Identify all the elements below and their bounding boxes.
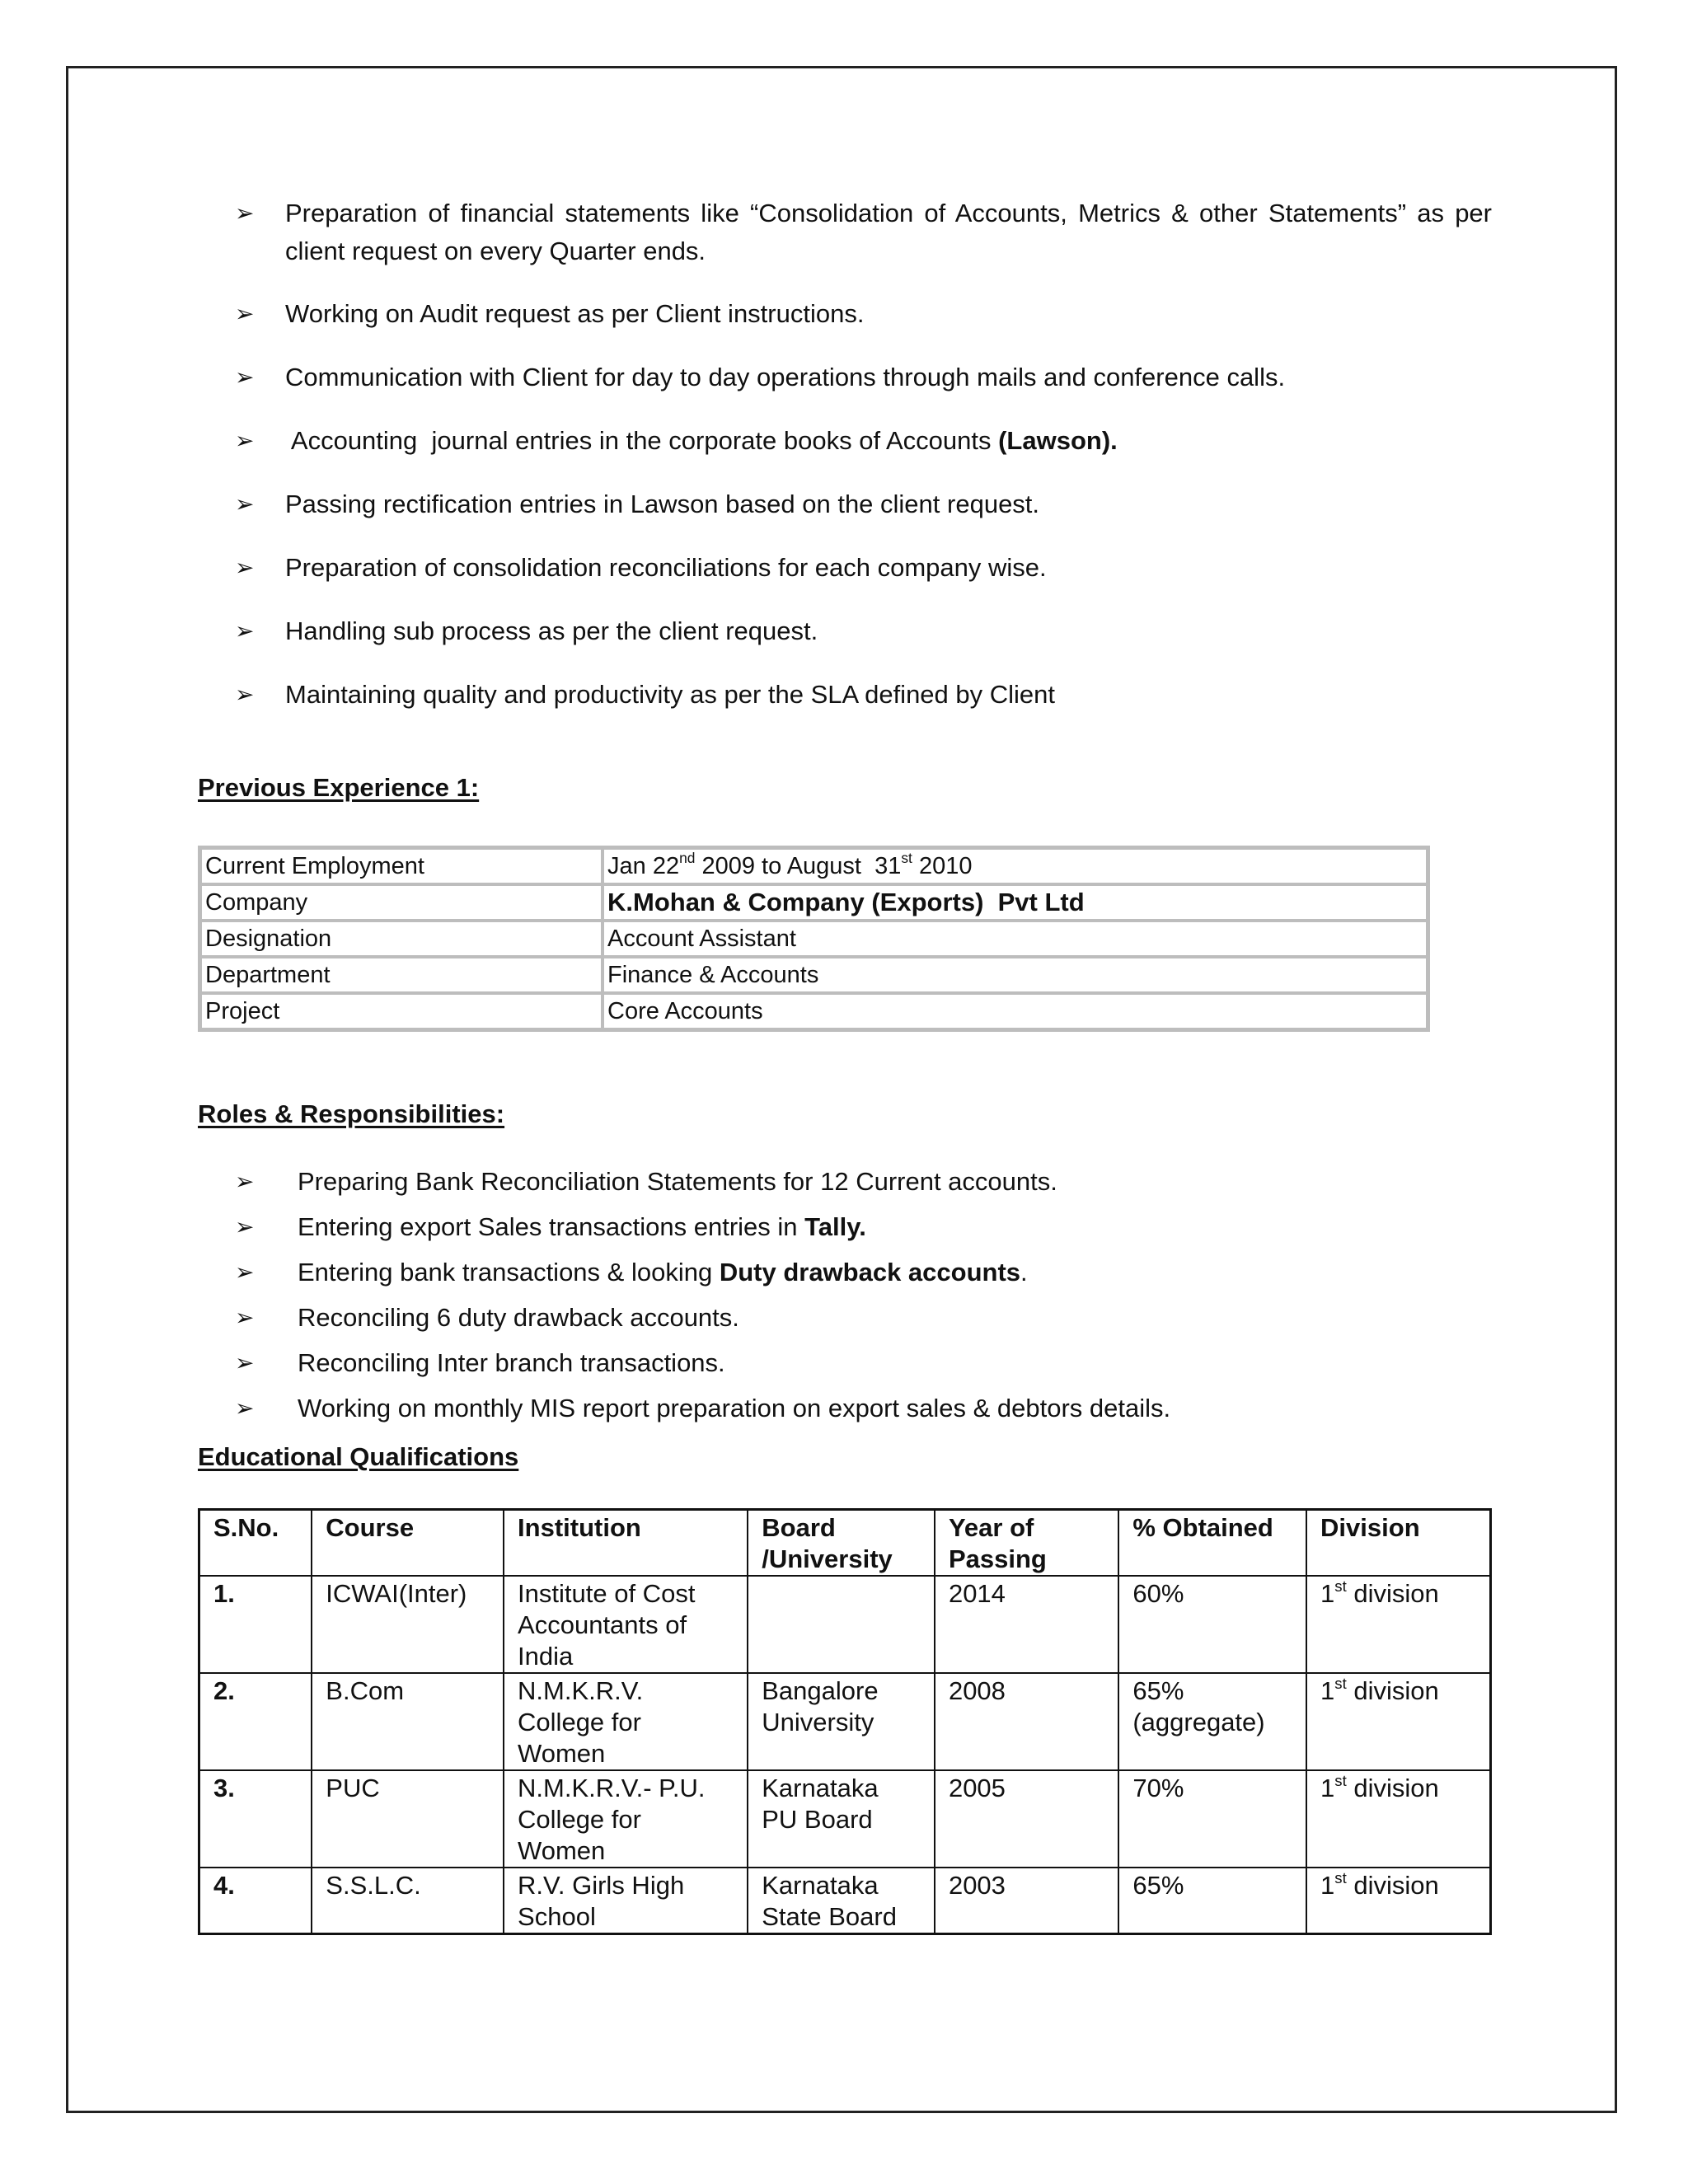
arrow-bullet-icon: ➢ xyxy=(235,1350,255,1376)
cell-course: S.S.L.C. xyxy=(312,1868,504,1934)
cell-division: 1st division xyxy=(1306,1770,1490,1868)
cell-percent: 65% (aggregate) xyxy=(1118,1673,1306,1770)
list-item: ➢ Preparing Bank Reconciliation Statements for 12 Current accounts. xyxy=(198,1163,1492,1201)
employment-dates: Jan 22nd 2009 to August 31st 2010 xyxy=(603,848,1428,884)
cell-sno: 3. xyxy=(199,1770,312,1868)
list-item: ➢ Communication with Client for day to day operations through mails and conference calls. xyxy=(198,359,1492,396)
arrow-bullet-icon: ➢ xyxy=(235,491,255,517)
table-row xyxy=(199,1770,1491,1868)
project-value: Core Accounts xyxy=(603,993,1428,1029)
company-name: K.Mohan & Company (Exports) Pvt Ltd xyxy=(603,884,1428,921)
col-header-percent: % Obtained xyxy=(1118,1510,1306,1577)
table-row xyxy=(199,1673,1491,1770)
roles-heading: Roles & Responsibilities: xyxy=(198,1099,505,1128)
education-heading: Educational Qualifications xyxy=(198,1442,519,1471)
list-item: ➢ Passing rectification entries in Lawson based on the client request. xyxy=(198,485,1492,523)
designation-label: Designation xyxy=(200,921,603,957)
col-header-board: Board /University xyxy=(748,1510,935,1577)
cell-board: Karnataka State Board xyxy=(748,1868,935,1934)
col-header-year: Year of Passing xyxy=(935,1510,1118,1577)
cell-course: PUC xyxy=(312,1770,504,1868)
current-responsibilities-list xyxy=(198,194,1492,739)
list-item: ➢ Reconciling Inter branch transactions. xyxy=(198,1344,1492,1382)
project-label: Project xyxy=(200,993,603,1029)
cell-sno: 1. xyxy=(199,1576,312,1673)
list-item: ➢ Reconciling 6 duty drawback accounts. xyxy=(198,1299,1492,1337)
arrow-bullet-icon: ➢ xyxy=(235,428,255,453)
cell-course: ICWAI(Inter) xyxy=(312,1576,504,1673)
cell-course: B.Com xyxy=(312,1673,504,1770)
col-header-institution: Institution xyxy=(504,1510,748,1577)
table-row xyxy=(199,1576,1491,1673)
arrow-bullet-icon: ➢ xyxy=(235,1169,255,1194)
cell-percent: 60% xyxy=(1118,1576,1306,1673)
col-header-division: Division xyxy=(1306,1510,1490,1577)
designation-value: Account Assistant xyxy=(603,921,1428,957)
employment-label: Current Employment xyxy=(200,848,603,884)
department-label: Department xyxy=(200,957,603,993)
cell-board: Bangalore University xyxy=(748,1673,935,1770)
list-item: ➢ Entering bank transactions & looking Duty drawback accounts. xyxy=(198,1254,1492,1291)
col-header-course: Course xyxy=(312,1510,504,1577)
cell-percent: 65% xyxy=(1118,1868,1306,1934)
arrow-bullet-icon: ➢ xyxy=(235,1395,255,1421)
col-header-sno: S.No. xyxy=(199,1510,312,1577)
table-row xyxy=(200,993,1428,1029)
cell-division: 1st division xyxy=(1306,1576,1490,1673)
employment-table xyxy=(198,846,1430,1032)
arrow-bullet-icon: ➢ xyxy=(235,301,255,326)
list-item: ➢ Maintaining quality and productivity as per the SLA defined by Client xyxy=(198,676,1492,714)
arrow-bullet-icon: ➢ xyxy=(235,682,255,707)
cell-institution: N.M.K.R.V. College for Women xyxy=(504,1673,748,1770)
cell-board xyxy=(748,1576,935,1673)
education-table xyxy=(198,1508,1492,1935)
arrow-bullet-icon: ➢ xyxy=(235,1305,255,1330)
cell-sno: 2. xyxy=(199,1673,312,1770)
cell-division: 1st division xyxy=(1306,1868,1490,1934)
company-label: Company xyxy=(200,884,603,921)
cell-institution: R.V. Girls High School xyxy=(504,1868,748,1934)
cell-institution: N.M.K.R.V.- P.U. College for Women xyxy=(504,1770,748,1868)
table-row xyxy=(200,921,1428,957)
previous-experience-heading: Previous Experience 1: xyxy=(198,773,480,802)
table-row xyxy=(200,957,1428,993)
arrow-bullet-icon: ➢ xyxy=(235,618,255,644)
cell-percent: 70% xyxy=(1118,1770,1306,1868)
list-item: ➢ Preparation of consolidation reconciliations for each company wise. xyxy=(198,549,1492,587)
department-value: Finance & Accounts xyxy=(603,957,1428,993)
table-row xyxy=(200,848,1428,884)
cell-sno: 4. xyxy=(199,1868,312,1934)
list-item: ➢ Working on monthly MIS report preparation on export sales & debtors details. xyxy=(198,1390,1492,1427)
table-row xyxy=(199,1868,1491,1934)
list-item: ➢ Handling sub process as per the client request. xyxy=(198,612,1492,650)
roles-list xyxy=(198,1163,1492,1435)
arrow-bullet-icon: ➢ xyxy=(235,1259,255,1285)
cell-division: 1st division xyxy=(1306,1673,1490,1770)
arrow-bullet-icon: ➢ xyxy=(235,364,255,390)
cell-year: 2003 xyxy=(935,1868,1118,1934)
arrow-bullet-icon: ➢ xyxy=(235,200,255,226)
list-item: ➢ Accounting journal entries in the corporate books of Accounts (Lawson). xyxy=(198,422,1492,460)
cell-year: 2008 xyxy=(935,1673,1118,1770)
table-row xyxy=(200,884,1428,921)
table-header-row xyxy=(199,1510,1491,1577)
arrow-bullet-icon: ➢ xyxy=(235,555,255,580)
cell-year: 2005 xyxy=(935,1770,1118,1868)
list-item: ➢ Working on Audit request as per Client instructions. xyxy=(198,295,1492,333)
cell-board: Karnataka PU Board xyxy=(748,1770,935,1868)
cell-institution: Institute of Cost Accountants of India xyxy=(504,1576,748,1673)
list-item: ➢ Entering export Sales transactions entries in Tally. xyxy=(198,1208,1492,1246)
cell-year: 2014 xyxy=(935,1576,1118,1673)
list-item: ➢ Preparation of financial statements like “Consolidation of Accounts, Metrics & other Statements” as per client request on every Quarter ends. xyxy=(198,194,1492,270)
arrow-bullet-icon: ➢ xyxy=(235,1214,255,1240)
